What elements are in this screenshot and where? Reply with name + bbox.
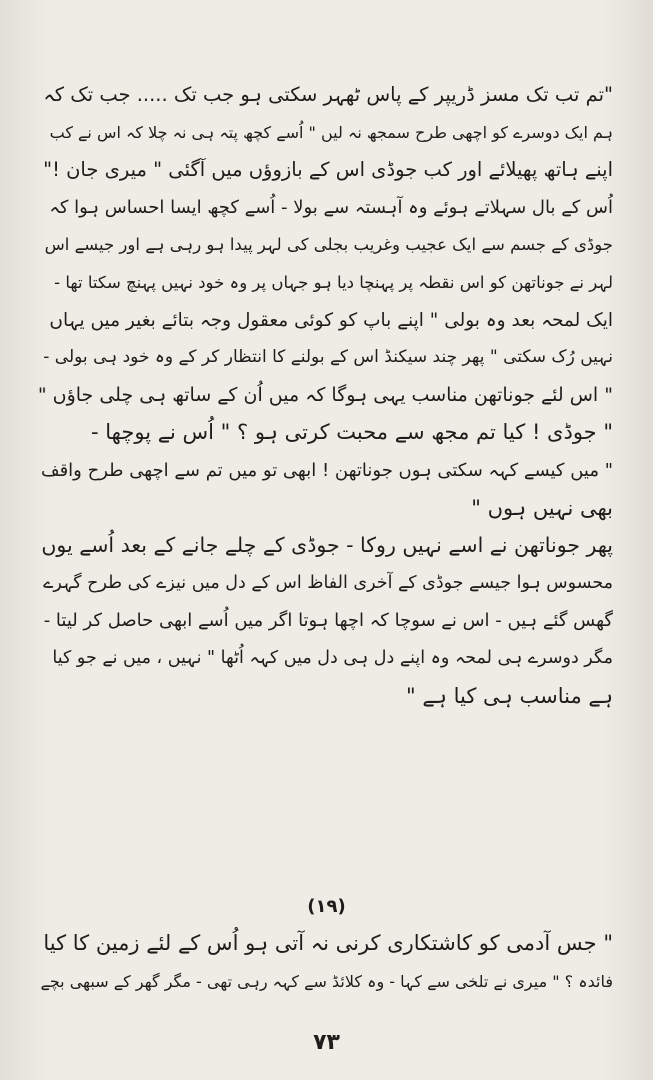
text-line: پھر جوناتھن نے اسے نہیں روکا - جوڈی کے چلے جانے کے بعد اُسے یوں — [41, 533, 613, 558]
text-line: اُس کے بال سہلاتے ہوئے وہ آہستہ سے بولا - اُسے کچھ ایسا احساس ہوا کہ — [49, 196, 613, 218]
text-line: جوڈی کے جسم سے ایک عجیب وغریب بجلی کی لہر پیدا ہو رہی ہے اور جیسے اس — [44, 235, 613, 255]
text-line: گھس گئے ہیں - اس نے سوچا کہ اچھا ہوتا اگر میں اُسے ابھی حاصل کر لیتا - — [43, 610, 613, 632]
text-line: لہر نے جوناتھن کو اس نقطہ پر پہنچا دیا ہو جہاں پر وہ خود نہیں پہنچ سکتا تھا - — [54, 272, 613, 292]
text-line: ہم ایک دوسرے کو اچھی طرح سمجھ نہ لیں " اُسے کچھ پتہ ہی نہ چلا کہ اس نے کب — [49, 122, 613, 142]
text-line: فائدہ ؟ " میری نے تلخی سے کہا - وہ کلائڈ سے کہہ رہی تھی - مگر گھر کے سبھی بچے — [40, 971, 613, 991]
page-number: ۷۳ — [313, 1030, 340, 1055]
text-line: " میں کیسے کہہ سکتی ہوں جوناتھن ! ابھی تو میں تم سے اچھی طرح واقف — [40, 459, 613, 481]
text-line: " جس آدمی کو کاشتکاری کرنی نہ آتی ہو اُس کے لئے زمین کا کیا — [43, 931, 613, 955]
section-number: (۱۹) — [307, 896, 346, 917]
text-line: بھی نہیں ہوں " — [471, 495, 613, 520]
text-line: نہیں رُک سکتی " پھر چند سیکنڈ اس کے بولنے کا انتظار کر کے وہ خود ہی بولی - — [43, 347, 613, 368]
chapter-body-text — [38, 76, 613, 715]
text-line: "تم تب تک مسز ڈریپر کے پاس ٹھہر سکتی ہو جب تک ..... جب تک کہ — [43, 83, 613, 106]
text-line: اپنے ہاتھ پھیلائے اور کب جوڈی اس کے بازوؤں میں آگئی " میری جان !" — [43, 158, 613, 182]
text-line: ایک لمحہ بعد وہ بولی " اپنے باپ کو کوئی معقول وجہ بتائے بغیر میں یہاں — [49, 309, 613, 331]
text-line: " اس لئے جوناتھن مناسب یہی ہوگا کہ میں اُن کے ساتھ ہی چلی جاؤں " — [38, 383, 613, 406]
next-section-text — [38, 925, 613, 1000]
text-line: " جوڈی ! کیا تم مجھ سے محبت کرتی ہو ؟ " اُس نے پوچھا - — [91, 420, 613, 445]
text-line: محسوس ہوا جیسے جوڈی کے آخری الفاظ اس کے دل میں نیزے کی طرح گہرے — [43, 572, 613, 593]
text-line: ہے مناسب ہی کیا ہے " — [406, 683, 613, 708]
text-line: مگر دوسرے ہی لمحہ وہ اپنے دل ہی دل میں کہہ اُٹھا " نہیں ، میں نے جو کیا — [52, 647, 613, 668]
